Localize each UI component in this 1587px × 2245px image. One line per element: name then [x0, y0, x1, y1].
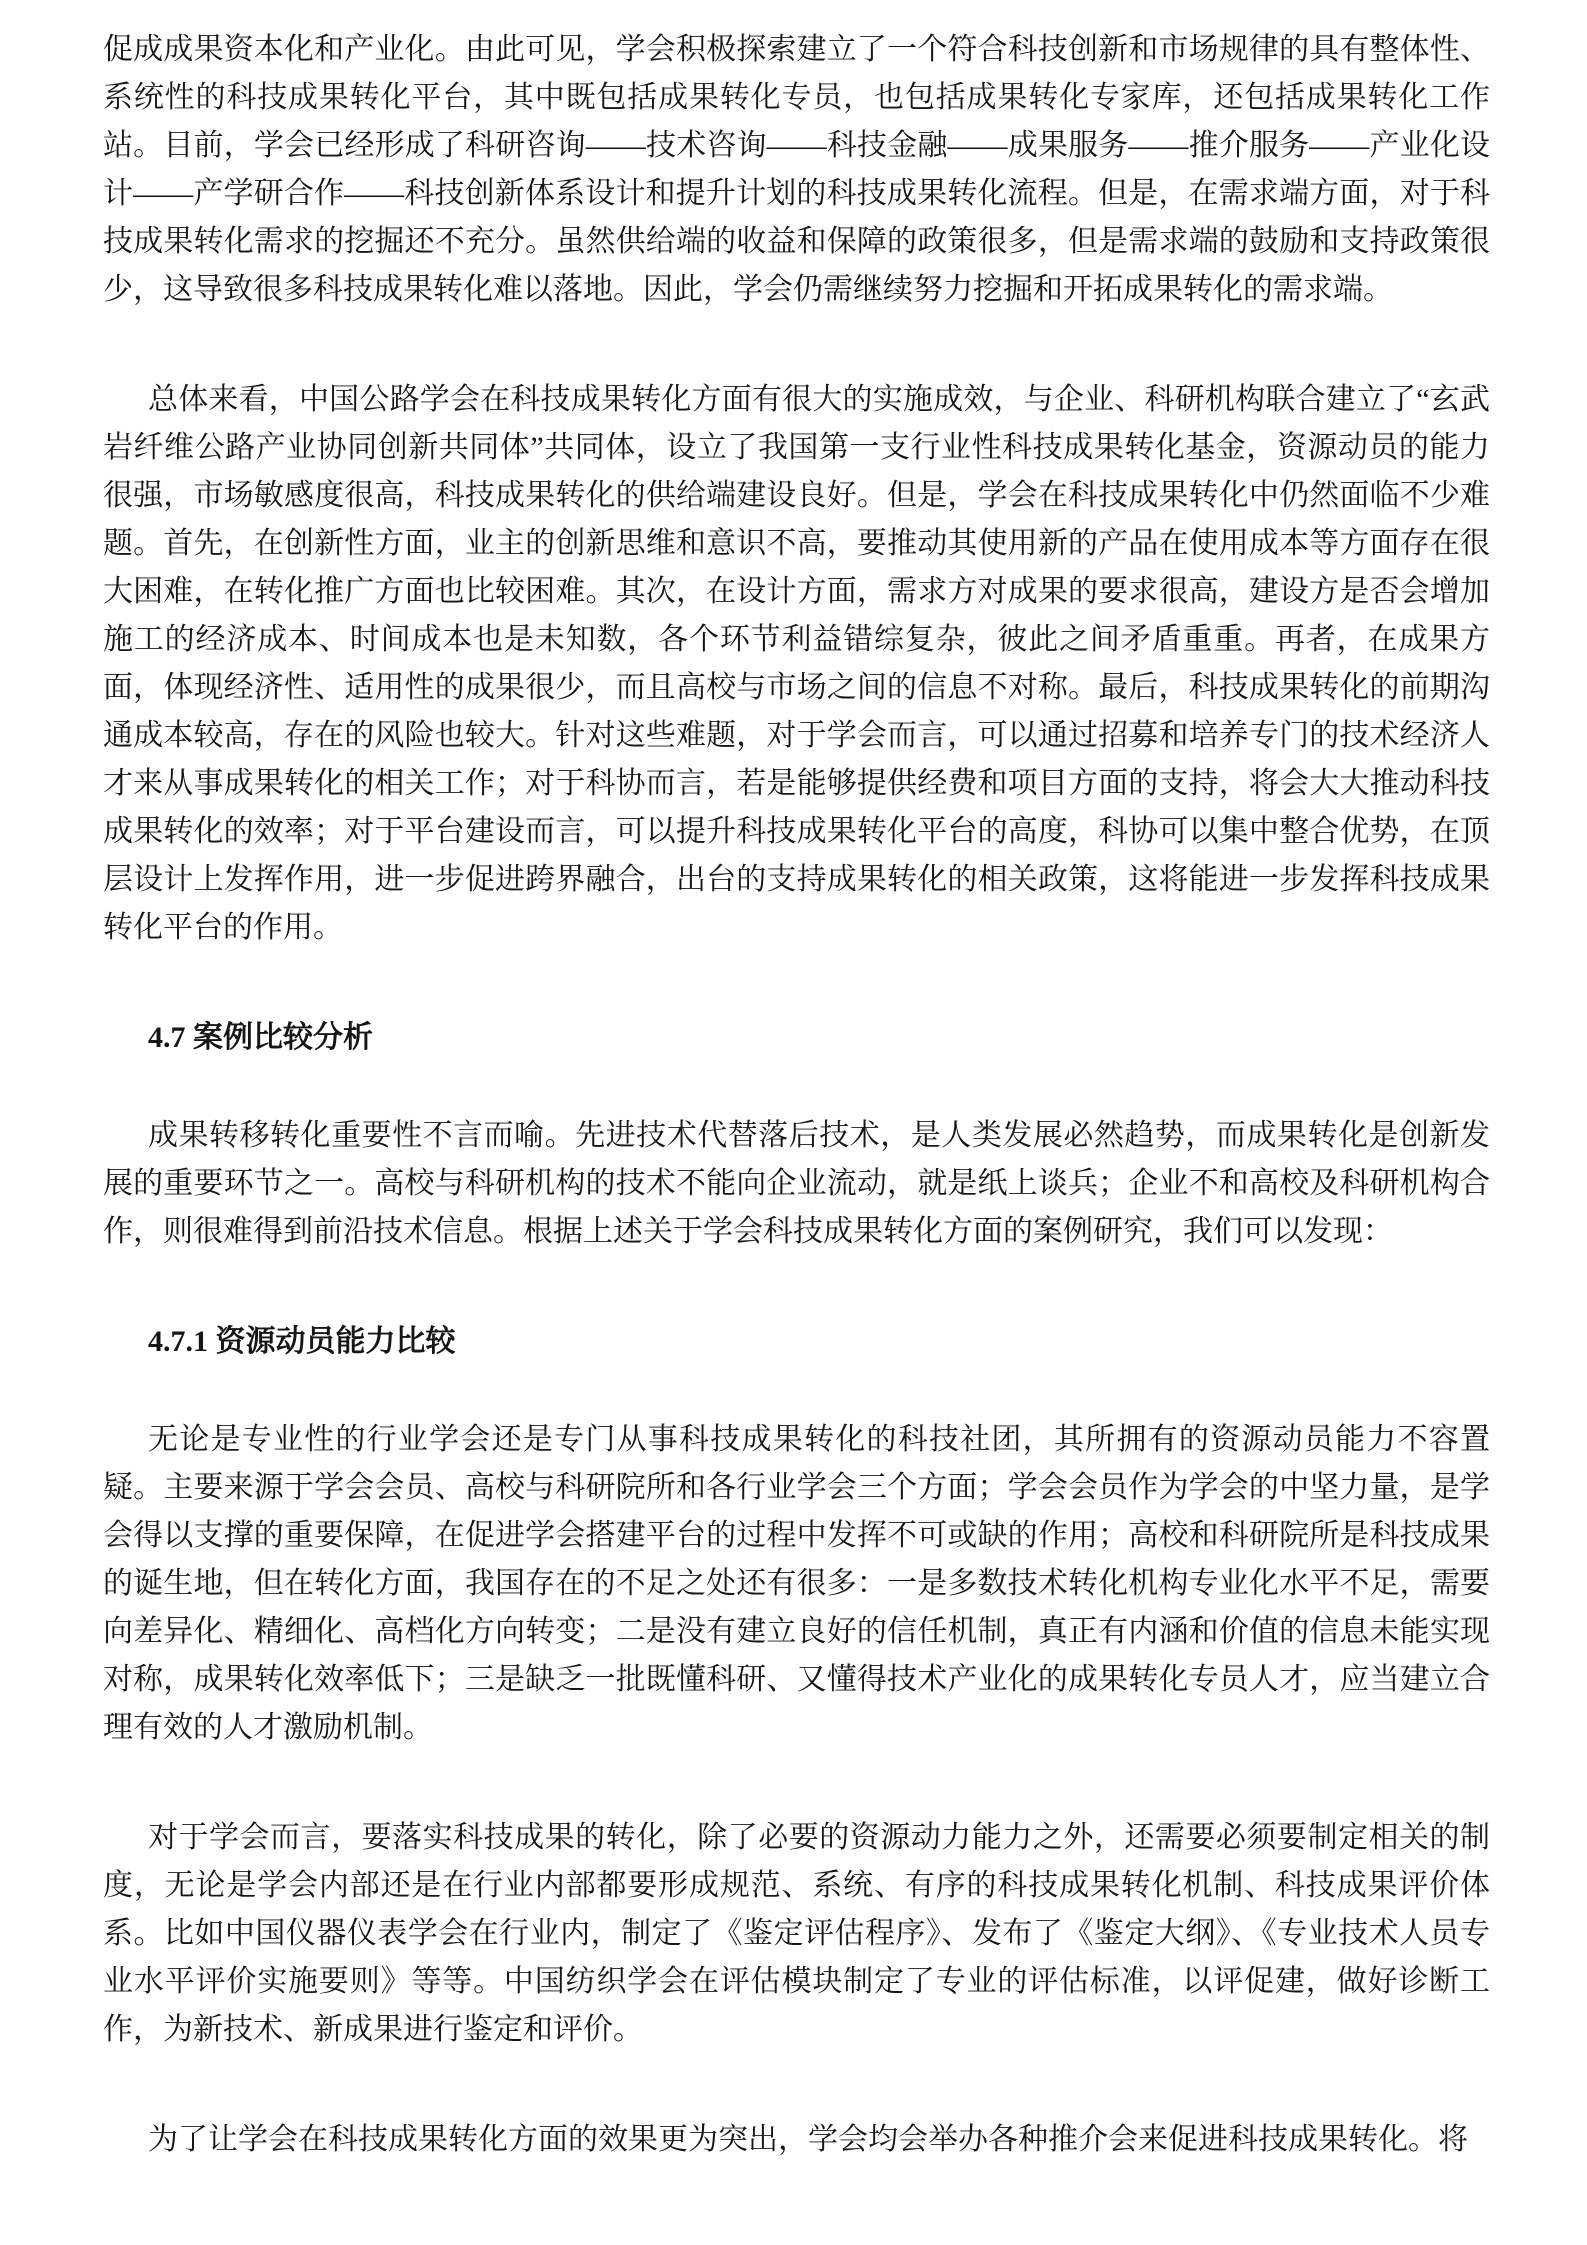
paragraph-promotion-events: 为了让学会在科技成果转化方面的效果更为突出，学会均会举办各种推介会来促进科技成果转化。将 — [148, 2123, 1468, 2156]
paragraph-case-comparison-intro: 成果转移转化重要性不言而喻。先进技术代替落后技术，是人类发展必然趋势，而成果转化是创新发展的重要环节之一。高校与科研机构的技术不能向企业流动，就是纸上谈兵；企业不和高校及科研机构合作，则很难得到前沿技术信息。根据上述关于学会科技成果转化方面的案例研究，我们可以发现： — [103, 1119, 1490, 1248]
paragraph-overview: 总体来看，中国公路学会在科技成果转化方面有很大的实施成效，与企业、科研机构联合建立了“玄武岩纤维公路产业协同创新共同体”共同体，设立了我国第一支行业性科技成果转化基金，资源动员的能力很强，市场敏感度很高，科技成果转化的供给端建设良好。但是，学会在科技成果转化中仍然面临不少难题。首先，在创新性方面，业主的创新思维和意识不高，要推动其使用新的产品在使用成本等方面存在很大困难，在转化推广方面也比较困难。其次，在设计方面，需求方对成果的要求很高，建设方是否会增加施工的经济成本、时间成本也是未知数，各个环节利益错综复杂，彼此之间矛盾重重。再者，在成果方面，体现经济性、适用性的成果很少，而且高校与市场之间的信息不对称。最后，科技成果转化的前期沟通成本较高，存在的风险也较大。针对这些难题，对于学会而言，可以通过招募和培养专门的技术经济人才来从事成果转化的相关工作；对于科协而言，若是能够提供经费和项目方面的支持，将会大大推动科技成果转化的效率；对于平台建设而言，可以提升科技成果转化平台的高度，科协可以集中整合优势，在顶层设计上发挥作用，进一步促进跨界融合，出台的支持成果转化的相关政策，这将能进一步发挥科技成果转化平台的作用。 — [103, 383, 1490, 944]
paragraph-evaluation-system: 对于学会而言，要落实科技成果的转化，除了必要的资源动力能力之外，还需要必须要制定相关的制度，无论是学会内部还是在行业内部都要形成规范、系统、有序的科技成果转化机制、科技成果评价体系。比如中国仪器仪表学会在行业内，制定了《鉴定评估程序》、发布了《鉴定大纲》、《专业技术人员专业水平评价实施要则》等等。中国纺织学会在评估模块制定了专业的评估标准，以评促建，做好诊断工作，为新技术、新成果进行鉴定和评价。 — [103, 1821, 1490, 2046]
paragraph-resource-mobilization: 无论是专业性的行业学会还是专门从事科技成果转化的科技社团，其所拥有的资源动员能力不容置疑。主要来源于学会会员、高校与科研院所和各行业学会三个方面；学会会员作为学会的中坚力量，是学会得以支撑的重要保障，在促进学会搭建平台的过程中发挥不可或缺的作用；高校和科研院所是科技成果的诞生地，但在转化方面，我国存在的不足之处还有很多：一是多数技术转化机构专业化水平不足，需要向差异化、精细化、高档化方向转变；二是没有建立良好的信任机制，真正有内涵和价值的信息未能实现对称，成果转化效率低下；三是缺乏一批既懂科研、又懂得技术产业化的成果转化专员人才，应当建立合理有效的人才激励机制。 — [103, 1423, 1490, 1744]
section-heading-4-7: 4.7 案例比较分析 — [148, 1021, 373, 1054]
subsection-heading-4-7-1: 4.7.1 资源动员能力比较 — [148, 1325, 456, 1358]
paragraph-continuation: 促成成果资本化和产业化。由此可见，学会积极探索建立了一个符合科技创新和市场规律的具有整体性、系统性的科技成果转化平台，其中既包括成果转化专员，也包括成果转化专家库，还包括成果转化工作站。目前，学会已经形成了科研咨询——技术咨询——科技金融——成果服务——推介服务——产业化设计——产学研合作——科技创新体系设计和提升计划的科技成果转化流程。但是，在需求端方面，对于科技成果转化需求的挖掘还不充分。虽然供给端的收益和保障的政策很多，但是需求端的鼓励和支持政策很少，这导致很多科技成果转化难以落地。因此，学会仍需继续努力挖掘和开拓成果转化的需求端。 — [103, 33, 1490, 306]
